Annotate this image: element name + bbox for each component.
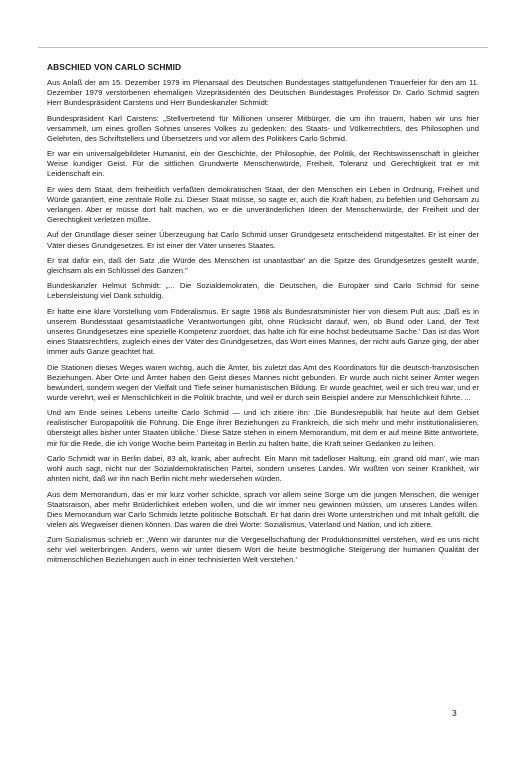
paragraph: Bundespräsident Karl Carstens: „Stellvertretend für Millionen unserer Mitbürger, die um ihn trauern, haben wir uns hier versammelt, um eines großen Sohnes unseres Volkes zu gedenken: des Staats- und Völkerrechtlers, des Philosophen und Gelehrten, des Schriftstellers und Übersetzers und vor allem des Politikers Carlo Schmid.: [47, 113, 479, 143]
paragraph: Auf der Grundlage dieser seiner Überzeugung hat Carlo Schmid unser Grundgesetz entscheidend mitgestaltet. Er ist einer der Väter dieses Grundgesetzes. Er ist einer der Väter unseres Staates.: [47, 230, 479, 250]
paragraph: Und am Ende seines Lebens urteilte Carlo Schmid — und ich zitiere ihn: ‚Die Bundesrepublik hat heute auf dem Gebiet realistischer Europapolitik die Führung. Die Enge ihrer Beziehungen zu Frankreich, die sich mehr und mehr institutionalisieren, übersteigt alles bisher unter Staaten übliche.' Diese Sätze stehen in einem Memorandum, mit dem er auf meine Bitte antwortete, mir für die Rede, die ich vorige Woche beim Parteitag in Berlin zu halten hatte, die Kraft seiner Gedanken zu leihen.: [47, 408, 479, 448]
article-title: ABSCHIED VON CARLO SCHMID: [47, 62, 182, 72]
paragraph: Er trat dafür ein, daß der Satz ‚die Würde des Menschen ist unantastbar' an die Spitze des Grundgesetzes gestellt wurde, gleichsam als ein Schlüssel des Ganzen.": [47, 255, 479, 275]
paragraph: Die Stationen dieses Weges waren wichtig, auch die Ämter, bis zuletzt das Amt des Koordinators für die deutsch-französischen Beziehungen. Aber Orte und Ämter haben den Geist dieses Mannes nicht gebunden. Er wurde auch nicht seiner Ämter wegen bewundert, sondern wegen der Vielfalt und Tiefe seiner humanistischen Bildung. Er wurde geachtet, weil er sich treu war, und er wurde verehrt, weil er Menschlichkeit in die Politik brachte, und weil er durch sein Beispiel andere zur Menschlichkeit führte. ...: [47, 362, 479, 402]
paragraph: Er wies dem Staat, dem freiheitlich verfaßten demokratischen Staat, der den Menschen ein Leben in Ordnung, Freiheit und Würde garantiert, eine zentrale Rolle zu. Dieser Staat müsse, so sagte er, auch die Kraft haben, zu befehlen und Gehorsam zu verlangen. Aber er müsse dort halt machen, wo er die unveränderlichen Ideen der Menschenwürde, der Freiheit und der Gerechtigkeit verletzen müßte.: [47, 184, 479, 225]
article: [47, 62, 479, 571]
paragraph: Bundeskanzler Helmut Schmidt: „... Die Sozialdemokraten, die Deutschen, die Europäer sind Carlo Schmid für seine Lebensleistung viel Dank schuldig.: [47, 281, 479, 301]
top-rule: [38, 47, 488, 48]
paragraph: Er war ein universalgebildeter Humanist, ein der Geschichte, der Philosophie, der Politik, der Rechtswissenschaft in gleicher Weise kundiger Geist. Für die sittlichen Grundwerte Menschenwürde, Freiheit, Toleranz und Gerechtigkeit trat er mit Leidenschaft ein.: [47, 149, 479, 179]
paragraph: Aus Anlaß der am 15. Dezember 1979 im Plenarsaal des Deutschen Bundestages stattgefundenen Trauerfeier für den am 11. Dezember 1979 verstorbenen ehemaligen Vizepräsidenten des Deutschen Bundestages Professor Dr. Carlo Schmid sagten Herr Bundespräsident Carstens und Herr Bundeskanzler Schmidt:: [47, 78, 479, 108]
paragraph: Carlo Schmidt war in Berlin dabei, 83 alt, krank, aber aufrecht. Ein Mann mit tadelloser Haltung, ein ‚grand old man', wie man wohl auch sagt, nicht nur der Sozialdemokratischen Partei, sondern unseres Landes. Wir wußten von seiner Krankheit, wir ahnten nicht, daß wir ihn nach Berlin nicht mehr wiedersehen würden.: [47, 453, 479, 484]
paragraph: Aus dem Memorandum, das er mir kurz vorher schickte, sprach vor allem seine Sorge um die jungen Menschen, die weniger Staatsraison, aber mehr Brüderlichkeit erleben wollen, und die wir immer neu gewinnen müssen, um unseres Landes willen. Dies Memorandum war Carlo Schmids letzte politische Botschaft. Er hat darin drei Worte unterstrichen und mit Inhalt gefüllt, die vielen als Wegweiser dienen können. Das waren die drei Worte: Sozialismus, Vaterland und Nation, und ich zitiere.: [47, 489, 479, 529]
page-number: 3: [452, 708, 457, 718]
paragraph: Er hatte eine klare Vorstellung vom Föderalismus. Er sagte 1968 als Bundesratsminister hier von diesem Pult aus: ‚Daß es in unserem Bundesstaat gesamtstaatliche Verantwortungen gibt, ohne Rücksicht darauf, wen, ob Bund oder Land, der Text unseres Grundgesetzes eine spezielle Kompetenz zuordnet, das halte ich für eine höchst bedeutsame Sache.' Das ist das Wort eines Staatsrechtlers, zugleich eines der Väter des Grundgesetzes, das Wort eines Mannes, der nicht aufs Ganze ging, der aber immer aufs Ganze geachtet hat.: [47, 306, 479, 357]
paragraph: Zum Sozialismus schrieb er: ‚Wenn wir darunter nur die Vergesellschaftung der Produktionsmittel verstehen, wird es uns nicht sehr viel weiterbringen. Anders, wenn wir unter diesem Wort die heute bestmögliche Steigerung der humanen Qualität der mitmenschlichen Beziehungen auch in einer technisierten Welt verstehen.': [47, 535, 479, 565]
